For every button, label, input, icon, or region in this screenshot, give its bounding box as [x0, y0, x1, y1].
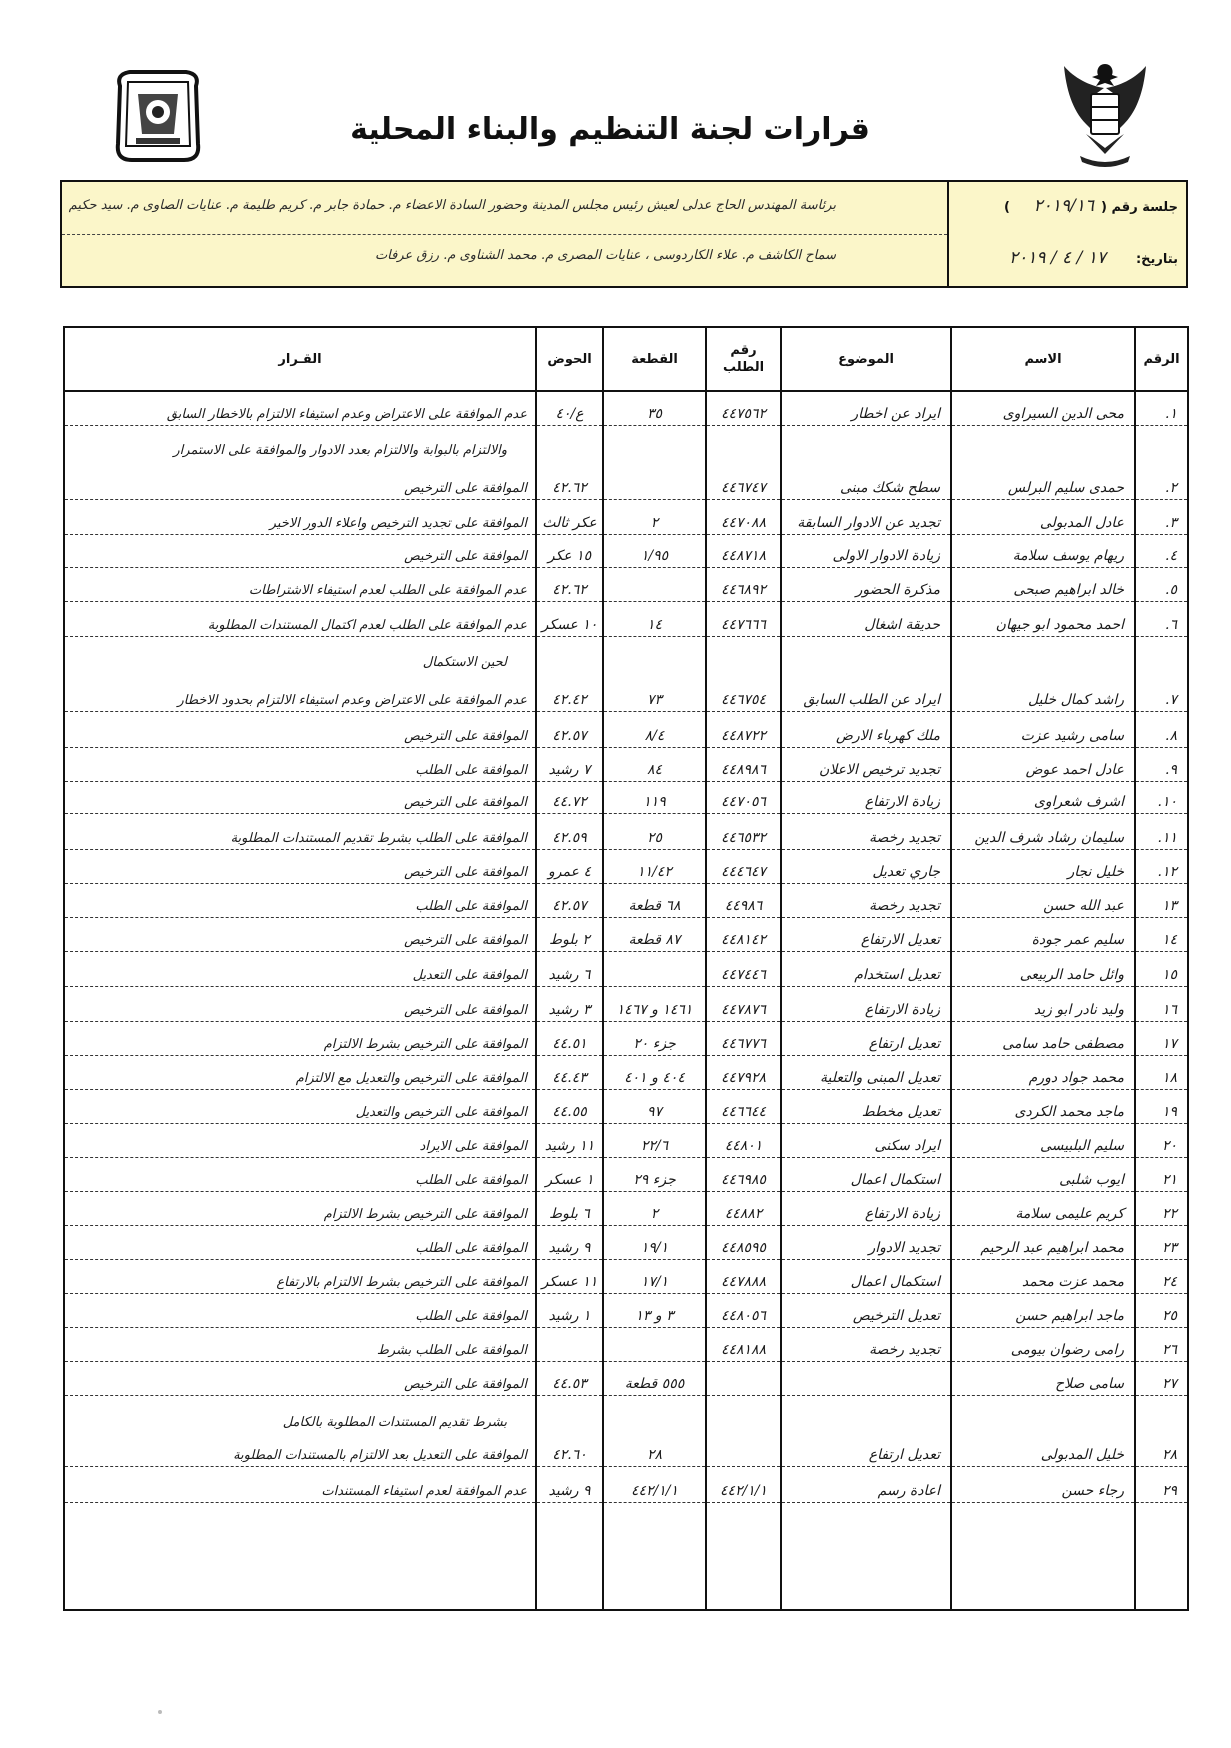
- header-request-no-line2: الطلب: [722, 360, 765, 375]
- plot-number: ٣ و ١٣: [604, 1294, 705, 1328]
- row-number: ٢٧: [1136, 1362, 1187, 1396]
- decision-text: الموافقة على الترخيص والتعديل مع الالتزام: [65, 1056, 535, 1090]
- header-decision: القـرار: [278, 351, 322, 367]
- row-number: ١٨: [1136, 1056, 1187, 1090]
- applicant-name: خالد ابراهيم صبحى: [952, 568, 1134, 602]
- request-subject: زيادة الادوار الاولى: [782, 534, 950, 568]
- decision-text: عدم الموافقة على الاعتراض وعدم استيفاء الالتزام بحدود الاخطار: [65, 678, 535, 712]
- session-info-box: [60, 180, 1188, 288]
- row-number: ٢٦: [1136, 1328, 1187, 1362]
- eagle-emblem-icon: [1060, 58, 1150, 178]
- decision-continuation: لحين الاستكمال: [422, 655, 507, 670]
- request-number: ٤٤٨٠١: [707, 1124, 780, 1158]
- applicant-name: راشد كمال خليل: [952, 678, 1134, 712]
- attendees-separator: [62, 234, 947, 235]
- basin-name: ٦ رشيد: [537, 953, 602, 987]
- request-subject: سطح شكك مبنى: [782, 466, 950, 500]
- decision-continuation: والالتزام بالبوابة والالتزام بعدد الادوار والموافقة على الاستمرار: [173, 443, 507, 458]
- basin-name: ٤٢.٤٢: [537, 678, 602, 712]
- request-number: ٤٤٨٧١٨: [707, 534, 780, 568]
- row-number: ١٦: [1136, 988, 1187, 1022]
- basin-name: ٤٤.٧٢: [537, 780, 602, 814]
- request-number: [707, 1362, 780, 1396]
- row-number: ٢٨: [1136, 1433, 1187, 1467]
- applicant-name: وليد نادر ابو زيد: [952, 988, 1134, 1022]
- request-number: ٤٤٨٩٨٦: [707, 748, 780, 782]
- applicant-name: رجاء حسن: [952, 1469, 1134, 1503]
- decision-text: الموافقة على الترخيص: [65, 1362, 535, 1396]
- decision-text: الموافقة على التعديل: [65, 953, 535, 987]
- applicant-name: احمد محمود ابو جيهان: [952, 603, 1134, 637]
- plot-number: ٤٤٢/١/١: [604, 1469, 705, 1503]
- table-row: [65, 501, 1187, 535]
- table-row: [65, 953, 1187, 987]
- plot-number: ١٤: [604, 603, 705, 637]
- request-number: ٤٤٧٨٧٦: [707, 988, 780, 1022]
- request-subject: زيادة الارتفاع: [782, 988, 950, 1022]
- request-subject: [782, 1362, 950, 1396]
- table-row: [65, 568, 1187, 602]
- row-number: ٢٩: [1136, 1469, 1187, 1503]
- table-row: [65, 918, 1187, 952]
- request-number: ٤٤٦٦٤٤: [707, 1090, 780, 1124]
- request-number: ٤٤٧٦٦٦: [707, 603, 780, 637]
- row-number: ٦.: [1136, 603, 1187, 637]
- decision-text: الموافقة على الترخيص بشرط الالتزام: [65, 1022, 535, 1056]
- plot-number: ٨٧ قطعة: [604, 918, 705, 952]
- table-row: [65, 466, 1187, 500]
- basin-name: ١ عسكر: [537, 1158, 602, 1192]
- table-row: [65, 748, 1187, 782]
- request-number: ٤٤٧٨٨٨: [707, 1260, 780, 1294]
- session-number-label: جلسة رقم (: [1101, 200, 1178, 215]
- decision-text: الموافقة على تجديد الترخيص واعلاء الدور الاخير: [65, 501, 535, 535]
- applicant-name: حمدى سليم البرلس: [952, 466, 1134, 500]
- plot-number: ١١/٤٢: [604, 850, 705, 884]
- plot-number: [604, 568, 705, 602]
- table-row: [65, 988, 1187, 1022]
- plot-number: ٨٤: [604, 748, 705, 782]
- request-subject: اعادة رسم: [782, 1469, 950, 1503]
- decision-text: الموافقة على الطلب: [65, 1158, 535, 1192]
- basin-name: عكر ثالث: [537, 501, 602, 535]
- request-subject: ايراد عن الطلب السابق: [782, 678, 950, 712]
- applicant-name: ماجد ابراهيم حسن: [952, 1294, 1134, 1328]
- attendees-line-2: سماح الكاشف م. علاء الكاردوسى ، عنايات المصرى م. محمد الشناوى م. رزق عرفات: [374, 248, 836, 263]
- row-number: ١٤: [1136, 918, 1187, 952]
- applicant-name: مصطفى حامد سامى: [952, 1022, 1134, 1056]
- applicant-name: اشرف شعراوى: [952, 780, 1134, 814]
- decision-text: الموافقة على الترخيص: [65, 534, 535, 568]
- request-subject: استكمال اعمال: [782, 1260, 950, 1294]
- plot-number: ١/٩٥: [604, 534, 705, 568]
- header-plot: القطعة: [631, 351, 678, 367]
- decision-text: الموافقة على الترخيص: [65, 714, 535, 748]
- applicant-name: خليل المدبولى: [952, 1433, 1134, 1467]
- applicant-name: سليم عمر جودة: [952, 918, 1134, 952]
- plot-number: ٢٥: [604, 816, 705, 850]
- request-number: ٤٤٢/١/١: [707, 1469, 780, 1503]
- row-number: ١٧: [1136, 1022, 1187, 1056]
- decision-text: عدم الموافقة على الطلب لعدم استيفاء الاشتراطات: [65, 568, 535, 602]
- header-request-no-line1: رقم: [730, 343, 757, 358]
- applicant-name: عادل المدبولى: [952, 501, 1134, 535]
- basin-name: ١٥ عكر: [537, 534, 602, 568]
- row-number: ١١.: [1136, 816, 1187, 850]
- row-number: ٥.: [1136, 568, 1187, 602]
- request-subject: تجديد رخصة: [782, 884, 950, 918]
- request-subject: تعديل مخطط: [782, 1090, 950, 1124]
- applicant-name: محمد ابراهيم عبد الرحيم: [952, 1226, 1134, 1260]
- session-date-label: بتاريخ:: [1135, 252, 1178, 267]
- scan-speck: [158, 1710, 162, 1714]
- request-subject: ايراد عن اخطار: [782, 392, 950, 426]
- basin-name: ع/٤٠: [537, 392, 602, 426]
- applicant-name: خليل نجار: [952, 850, 1134, 884]
- request-subject: تجديد عن الادوار السابقة: [782, 501, 950, 535]
- request-number: ٤٤٧٩٢٨: [707, 1056, 780, 1090]
- decisions-table: [63, 326, 1189, 1611]
- request-subject: تعديل ارتفاع: [782, 1022, 950, 1056]
- decision-text: الموافقة على الطلب: [65, 884, 535, 918]
- applicant-name: كريم عليمى سلامة: [952, 1192, 1134, 1226]
- row-number: ٨.: [1136, 714, 1187, 748]
- attendees-line-1: برئاسة المهندس الحاج عدلى لعيش رئيس مجلس المدينة وحضور السادة الاعضاء م. حمادة جابر م. كريم طليمة م. عنايات الصاوى م. سيد حكيم: [68, 198, 836, 213]
- basin-name: ١١ رشيد: [537, 1124, 602, 1158]
- decision-text: الموافقة على الطلب: [65, 1294, 535, 1328]
- request-subject: ملك كهرباء الارض: [782, 714, 950, 748]
- session-box-divider: [947, 182, 949, 286]
- request-number: ٤٤٦٩٨٥: [707, 1158, 780, 1192]
- table-row: [65, 850, 1187, 884]
- request-number: ٤٤٦٧٧٦: [707, 1022, 780, 1056]
- request-subject: زيادة الارتفاع: [782, 1192, 950, 1226]
- plot-number: ٢: [604, 1192, 705, 1226]
- applicant-name: محى الدين السيراوى: [952, 392, 1134, 426]
- header-subject: الموضوع: [838, 351, 894, 367]
- row-number: ١٠.: [1136, 780, 1187, 814]
- row-number: ٤.: [1136, 534, 1187, 568]
- header-basin: الحوض: [547, 351, 592, 367]
- request-number: ٤٤٤٦٤٧: [707, 850, 780, 884]
- row-number: ٢.: [1136, 466, 1187, 500]
- basin-name: ٤٤.٥٣: [537, 1362, 602, 1396]
- request-number: ٤٤٨٠٥٦: [707, 1294, 780, 1328]
- basin-name: ٤٤.٥١: [537, 1022, 602, 1056]
- request-subject: تعديل الارتفاع: [782, 918, 950, 952]
- plot-number: ٨/٤: [604, 714, 705, 748]
- plot-number: جزء ٢٠: [604, 1022, 705, 1056]
- decision-text: عدم الموافقة على الطلب لعدم اكتمال المستندات المطلوبة: [65, 603, 535, 637]
- table-row: [65, 1124, 1187, 1158]
- plot-number: ١١٩: [604, 780, 705, 814]
- request-number: ٤٤٨١٨٨: [707, 1328, 780, 1362]
- plot-number: ٣٥: [604, 392, 705, 426]
- table-row: [65, 1226, 1187, 1260]
- row-number: ١٩: [1136, 1090, 1187, 1124]
- plot-number: ١٩/١: [604, 1226, 705, 1260]
- request-subject: تعديل المبنى والتعلية: [782, 1056, 950, 1090]
- basin-name: ١١ عسكر: [537, 1260, 602, 1294]
- header-name: الاسم: [1024, 351, 1062, 367]
- decision-text: الموافقة على الترخيص: [65, 850, 535, 884]
- row-number: ٢١: [1136, 1158, 1187, 1192]
- request-number: ٤٤٧٠٨٨: [707, 501, 780, 535]
- decision-text: الموافقة على الترخيص والتعديل: [65, 1090, 535, 1124]
- applicant-name: ريهام يوسف سلامة: [952, 534, 1134, 568]
- basin-name: ٤٢.٥٧: [537, 714, 602, 748]
- basin-name: ٤٢.٥٧: [537, 884, 602, 918]
- decision-text: الموافقة على الطلب بشرط: [65, 1328, 535, 1362]
- table-row: [65, 1056, 1187, 1090]
- request-subject: تعديل ارتفاع: [782, 1433, 950, 1467]
- decision-text: عدم الموافقة لعدم استيفاء المستندات: [65, 1469, 535, 1503]
- basin-name: ٤ عمرو: [537, 850, 602, 884]
- row-number: ٢٣: [1136, 1226, 1187, 1260]
- session-number-value: ٢٠١٩/١٦: [1033, 196, 1094, 216]
- request-subject: تعديل استخدام: [782, 953, 950, 987]
- decision-text: الموافقة على الترخيص: [65, 780, 535, 814]
- plot-number: ٦٨ قطعة: [604, 884, 705, 918]
- request-subject: ايراد سكنى: [782, 1124, 950, 1158]
- decision-text: الموافقة على الطلب: [65, 1226, 535, 1260]
- request-number: ٤٤٨١٤٢: [707, 918, 780, 952]
- request-subject: تجديد ترخيص الاعلان: [782, 748, 950, 782]
- table-row: [65, 1362, 1187, 1396]
- plot-number: ١٤٦١ و ١٤٦٧: [604, 988, 705, 1022]
- request-number: ٤٤٦٧٥٤: [707, 678, 780, 712]
- decision-text: الموافقة على الطلب: [65, 748, 535, 782]
- decision-text: الموافقة على الترخيص بشرط الالتزام: [65, 1192, 535, 1226]
- plot-number: ٧٣: [604, 678, 705, 712]
- applicant-name: محمد عزت محمد: [952, 1260, 1134, 1294]
- table-row: [65, 678, 1187, 712]
- session-number-close: ): [1004, 200, 1010, 215]
- decision-text: الموافقة على التعديل بعد الالتزام بالمستندات المطلوبة: [65, 1433, 535, 1467]
- applicant-name: عبد الله حسن: [952, 884, 1134, 918]
- plot-number: جزء ٢٩: [604, 1158, 705, 1192]
- request-number: ٤٤٨٥٩٥: [707, 1226, 780, 1260]
- plot-number: ١٧/١: [604, 1260, 705, 1294]
- row-number: ٢٥: [1136, 1294, 1187, 1328]
- plot-number: [604, 953, 705, 987]
- applicant-name: سليم البلبيسى: [952, 1124, 1134, 1158]
- basin-name: [537, 1328, 602, 1362]
- row-number: ٩.: [1136, 748, 1187, 782]
- basin-name: ٤٤.٥٥: [537, 1090, 602, 1124]
- request-number: [707, 1433, 780, 1467]
- basin-name: ١ رشيد: [537, 1294, 602, 1328]
- page-title: قرارات لجنة التنظيم والبناء المحلية: [350, 112, 870, 147]
- applicant-name: عادل احمد عوض: [952, 748, 1134, 782]
- basin-name: ٩ رشيد: [537, 1226, 602, 1260]
- request-subject: زيادة الارتفاع: [782, 780, 950, 814]
- row-number: ١٢.: [1136, 850, 1187, 884]
- table-row: [65, 884, 1187, 918]
- applicant-name: سليمان رشاد شرف الدين: [952, 816, 1134, 850]
- request-number: ٤٤٦٨٩٢: [707, 568, 780, 602]
- request-subject: جاري تعديل: [782, 850, 950, 884]
- basin-name: ٤٤.٤٣: [537, 1056, 602, 1090]
- table-row: [65, 392, 1187, 426]
- request-number: ٤٤٨٨٢: [707, 1192, 780, 1226]
- table-row: [65, 1158, 1187, 1192]
- table-row: [65, 1192, 1187, 1226]
- decision-text: الموافقة على الطلب بشرط تقديم المستندات المطلوبة: [65, 816, 535, 850]
- decision-text: الموافقة على الترخيص: [65, 466, 535, 500]
- header-no: الرقم: [1143, 351, 1180, 367]
- applicant-name: سامى رشيد عزت: [952, 714, 1134, 748]
- table-row: [65, 1328, 1187, 1362]
- session-date-value: ١٧ / ٤ / ٢٠١٩: [1008, 248, 1106, 268]
- table-row: [65, 714, 1187, 748]
- header-request-no: [707, 328, 780, 390]
- applicant-name: سامى صلاح: [952, 1362, 1134, 1396]
- plot-number: ٢: [604, 501, 705, 535]
- plot-number: [604, 1328, 705, 1362]
- decision-text: الموافقة على الترخيص بشرط الالتزام بالارتفاع: [65, 1260, 535, 1294]
- request-number: ٤٤٦٥٣٢: [707, 816, 780, 850]
- request-subject: استكمال اعمال: [782, 1158, 950, 1192]
- applicant-name: وائل حامد الربيعى: [952, 953, 1134, 987]
- table-row: [65, 1260, 1187, 1294]
- row-number: ٣.: [1136, 501, 1187, 535]
- table-row: [65, 603, 1187, 637]
- request-subject: تجديد رخصة: [782, 816, 950, 850]
- basin-name: ٤٢.٦٢: [537, 568, 602, 602]
- plot-number: ٢٨: [604, 1433, 705, 1467]
- request-number: ٤٤٧٠٥٦: [707, 780, 780, 814]
- row-number: ٢٠: [1136, 1124, 1187, 1158]
- row-number: ٢٤: [1136, 1260, 1187, 1294]
- basin-name: ١٠ عسكر: [537, 603, 602, 637]
- request-number: ٤٤٦٧٤٧: [707, 466, 780, 500]
- request-number: ٤٤٧٤٤٦: [707, 953, 780, 987]
- row-number: ١٥: [1136, 953, 1187, 987]
- request-subject: مذكرة الحضور: [782, 568, 950, 602]
- applicant-name: رامى رضوان بيومى: [952, 1328, 1134, 1362]
- table-row: [65, 1469, 1187, 1503]
- plot-number: ٩٧: [604, 1090, 705, 1124]
- plot-number: ٥٥٥ قطعة: [604, 1362, 705, 1396]
- basin-name: ٩ رشيد: [537, 1469, 602, 1503]
- table-row: [65, 1090, 1187, 1124]
- row-number: ١٣: [1136, 884, 1187, 918]
- basin-name: ٤٢.٦٢: [537, 466, 602, 500]
- basin-name: ٤٢.٥٩: [537, 816, 602, 850]
- request-subject: تجديد رخصة: [782, 1328, 950, 1362]
- basin-name: ٣ رشيد: [537, 988, 602, 1022]
- decision-text: عدم الموافقة على الاعتراض وعدم استيفاء الالتزام بالاخطار السابق: [65, 392, 535, 426]
- city-seal-icon: [108, 64, 208, 168]
- row-number: ١.: [1136, 392, 1187, 426]
- row-number: ٧.: [1136, 678, 1187, 712]
- table-row: [65, 1022, 1187, 1056]
- request-number: ٤٤٩٨٦: [707, 884, 780, 918]
- plot-number: ٤٠٤ و ٤٠١: [604, 1056, 705, 1090]
- applicant-name: محمد جواد دورم: [952, 1056, 1134, 1090]
- basin-name: ٢ بلوط: [537, 918, 602, 952]
- decision-continuation: بشرط تقديم المستندات المطلوبة بالكامل: [282, 1415, 507, 1430]
- basin-name: ٤٢.٦٠: [537, 1433, 602, 1467]
- decision-text: الموافقة على الترخيص: [65, 918, 535, 952]
- request-subject: تجديد الادوار: [782, 1226, 950, 1260]
- decision-text: الموافقة على الترخيص: [65, 988, 535, 1022]
- request-subject: تعديل الترخيص: [782, 1294, 950, 1328]
- decision-text: الموافقة على الايراد: [65, 1124, 535, 1158]
- basin-name: ٧ رشيد: [537, 748, 602, 782]
- basin-name: ٦ بلوط: [537, 1192, 602, 1226]
- plot-number: ٢٢/٦: [604, 1124, 705, 1158]
- table-row: [65, 1294, 1187, 1328]
- table-row: [65, 534, 1187, 568]
- table-row: [65, 780, 1187, 814]
- table-row: [65, 816, 1187, 850]
- request-number: ٤٤٧٥٦٢: [707, 392, 780, 426]
- row-number: ٢٢: [1136, 1192, 1187, 1226]
- applicant-name: ايوب شلبى: [952, 1158, 1134, 1192]
- applicant-name: ماجد محمد الكردى: [952, 1090, 1134, 1124]
- table-row: [65, 1433, 1187, 1467]
- request-number: ٤٤٨٧٢٢: [707, 714, 780, 748]
- request-subject: حديقة اشغال: [782, 603, 950, 637]
- plot-number: [604, 466, 705, 500]
